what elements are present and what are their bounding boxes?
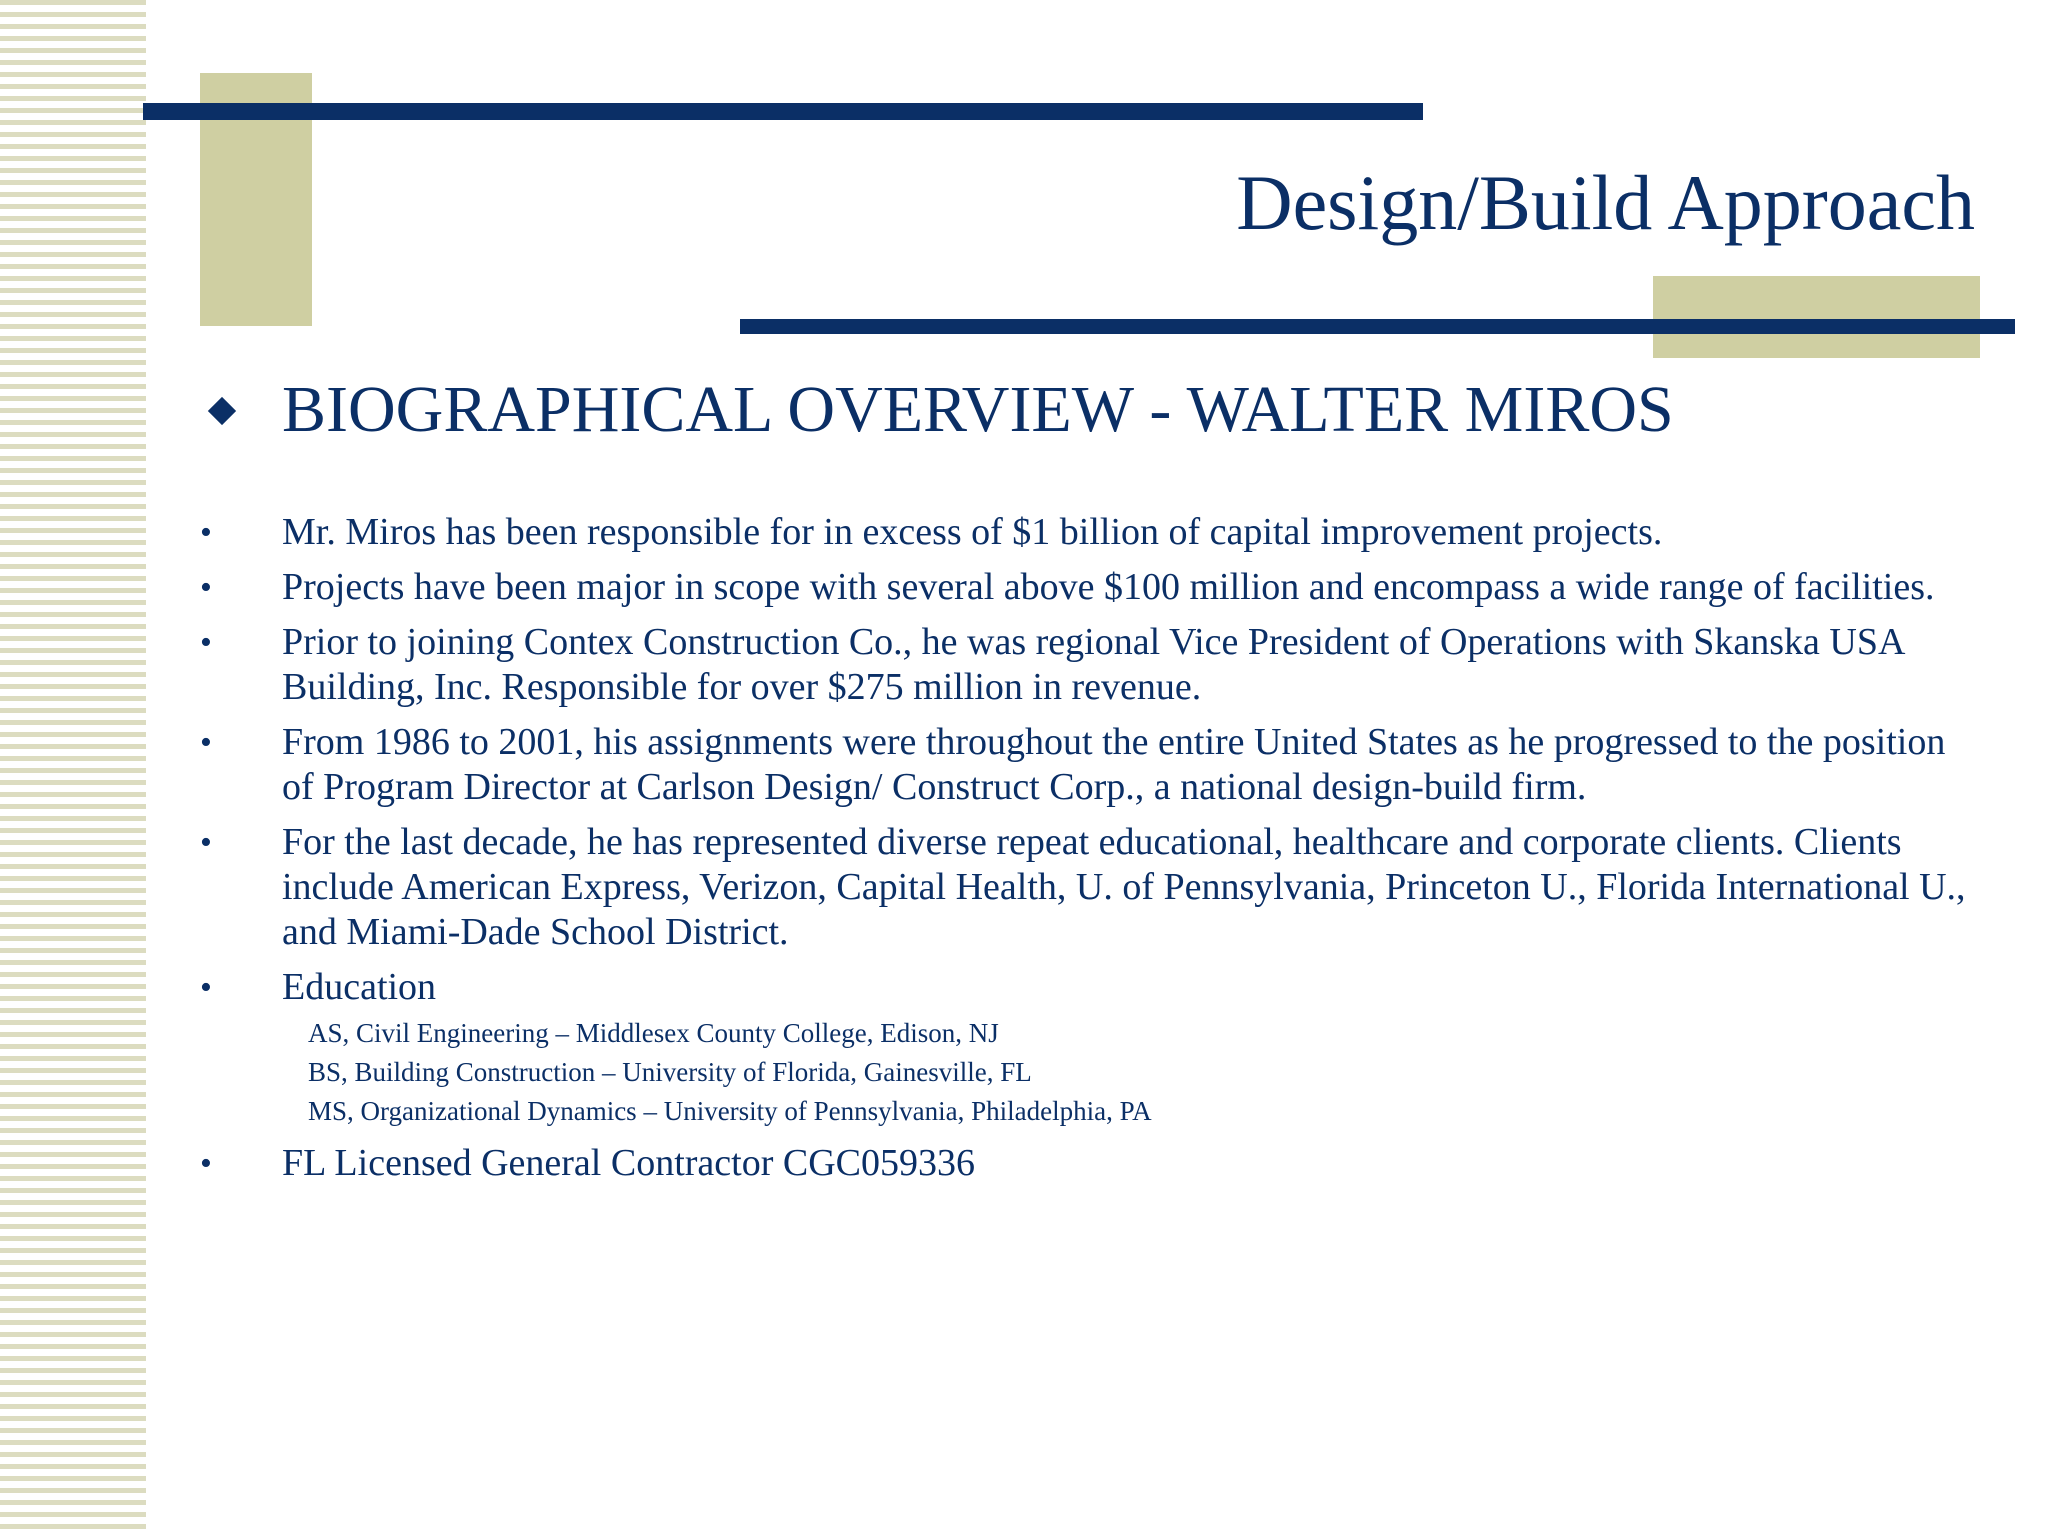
bullet-icon: •	[200, 969, 212, 1006]
education-entry: BS, Building Construction – University of Florida, Gainesville, FL	[308, 1057, 1032, 1087]
bio-item-text: Projects have been major in scope with several above $100 million and encompass a wide range of facilities.	[282, 566, 1935, 608]
education-entry: AS, Civil Engineering – Middlesex County College, Edison, NJ	[308, 1018, 999, 1048]
bio-item-text: For the last decade, he has represented diverse repeat educational, healthcare and corporate clients. Clients include American Express, Verizon, Capital Health, U. of Pennsylvania, Princeton U., Florida International U., and Miami-Dade School District.	[282, 821, 1966, 953]
diamond-bullet-icon	[208, 397, 236, 425]
license-text: FL Licensed General Contractor CGC059336	[282, 1142, 975, 1184]
bio-item-text: Prior to joining Contex Construction Co., he was regional Vice President of Operations with Skanska USA Building, Inc. Responsible for over $275 million in revenue.	[282, 621, 1904, 708]
decorative-bar-top	[143, 103, 1423, 120]
bullet-icon: •	[200, 1145, 212, 1182]
bullet-icon: •	[200, 569, 212, 606]
striped-side-pattern	[0, 0, 146, 1536]
bullet-icon: •	[200, 824, 212, 861]
education-list	[200, 1014, 1980, 1131]
education-label: Education	[282, 966, 437, 1008]
education-entry: MS, Organizational Dynamics – University of Pennsylvania, Philadelphia, PA	[308, 1096, 1152, 1126]
bio-bullet-list	[200, 510, 1980, 1196]
bullet-icon: •	[200, 514, 212, 551]
license-item	[200, 1141, 1980, 1186]
slide-title: Design/Build Approach	[1236, 159, 1975, 246]
education-item	[200, 965, 1980, 1010]
section-heading: BIOGRAPHICAL OVERVIEW - WALTER MIROS	[282, 373, 1674, 446]
decorative-block-right	[1653, 276, 1980, 358]
bio-item-4	[200, 720, 1980, 810]
bio-item-1	[200, 510, 1980, 555]
bullet-icon: •	[200, 624, 212, 661]
decorative-bar-middle	[740, 319, 2015, 334]
bio-item-2	[200, 565, 1980, 610]
bio-item-3	[200, 620, 1980, 710]
bio-item-5	[200, 820, 1980, 955]
bio-item-text: Mr. Miros has been responsible for in excess of $1 billion of capital improvement projects.	[282, 511, 1663, 553]
bio-item-text: From 1986 to 2001, his assignments were throughout the entire United States as he progressed to the position of Program Director at Carlson Design/ Construct Corp., a national design-build firm.	[282, 721, 1946, 808]
education-entries	[200, 1014, 1980, 1131]
bullet-icon: •	[200, 724, 212, 761]
